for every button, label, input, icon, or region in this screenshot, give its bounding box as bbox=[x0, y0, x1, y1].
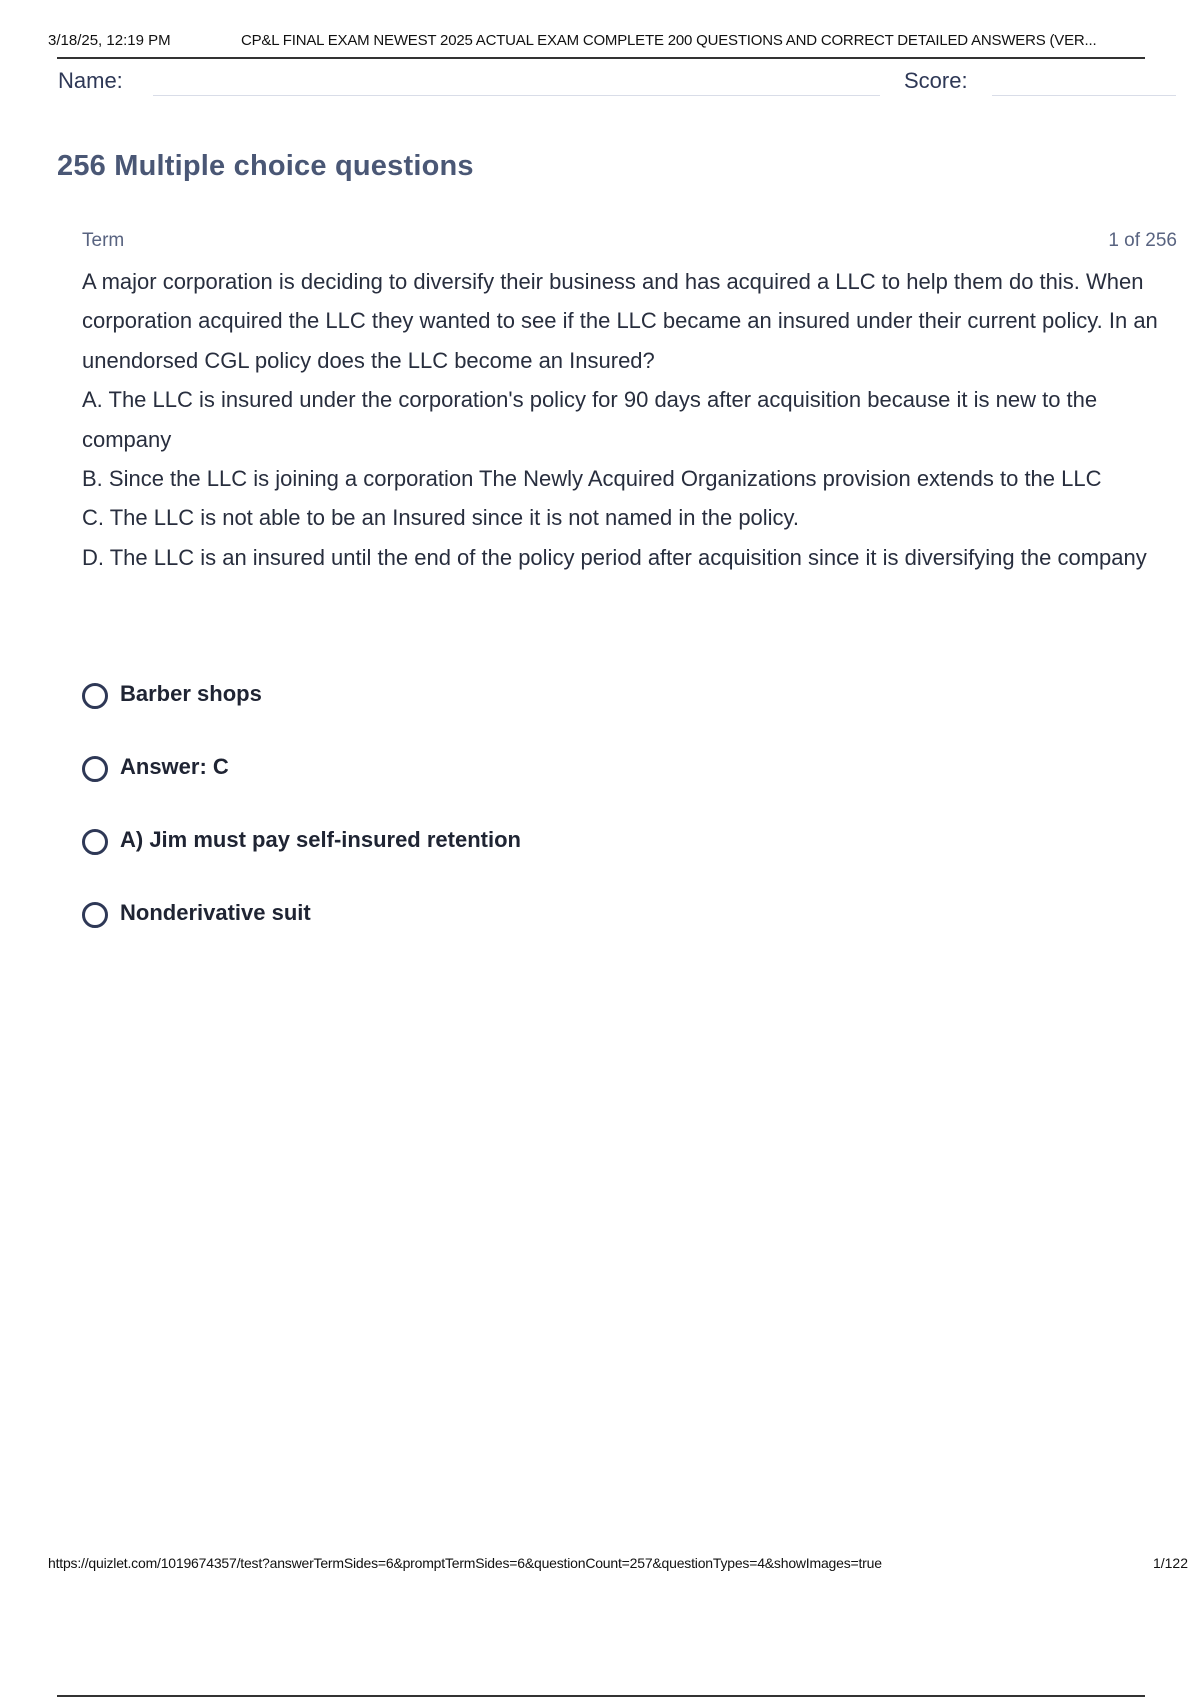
choice-d: D. The LLC is an insured until the end of the policy period after acquisition since it is diversifying the company bbox=[82, 544, 1147, 570]
print-date: 3/18/25, 12:19 PM bbox=[48, 32, 171, 49]
section-title: 256 Multiple choice questions bbox=[57, 150, 474, 182]
choice-c: C. The LLC is not able to be an Insured since it is not named in the policy. bbox=[82, 505, 800, 531]
print-header bbox=[48, 30, 1188, 52]
name-field-line bbox=[153, 95, 880, 96]
score-field-line bbox=[992, 95, 1176, 96]
bottom-divider bbox=[57, 1695, 1145, 1697]
document-title: CP&L FINAL EXAM NEWEST 2025 ACTUAL EXAM COMPLETE 200 QUESTIONS AND CORRECT DETAILED ANSWERS (VER... bbox=[241, 32, 1097, 49]
answer-option[interactable] bbox=[82, 824, 982, 897]
radio-button-icon[interactable] bbox=[82, 756, 108, 782]
choice-b: B. Since the LLC is joining a corporation The Newly Acquired Organizations provision extends to the LLC bbox=[82, 466, 1102, 492]
question-counter: 1 of 256 bbox=[1108, 230, 1177, 251]
page-url: https://quizlet.com/1019674357/test?answerTermSides=6&promptTermSides=6&questionCount=257&questionTypes=4&showImages=true bbox=[48, 1555, 882, 1571]
score-label: Score: bbox=[904, 68, 968, 93]
answer-options bbox=[82, 678, 982, 970]
answer-option[interactable] bbox=[82, 678, 982, 751]
page-number: 1/122 bbox=[1152, 1555, 1188, 1571]
radio-button-icon[interactable] bbox=[82, 902, 108, 928]
radio-button-icon[interactable] bbox=[82, 683, 108, 709]
radio-button-icon[interactable] bbox=[82, 829, 108, 855]
choice-a: A. The LLC is insured under the corporation's policy for 90 days after acquisition because it is new to the company bbox=[82, 387, 1098, 452]
name-score-row bbox=[58, 64, 1180, 100]
question-body bbox=[82, 262, 1162, 577]
option-label: Answer: C bbox=[120, 754, 229, 779]
print-footer bbox=[48, 1553, 1188, 1575]
term-label: Term bbox=[82, 230, 125, 251]
answer-option[interactable] bbox=[82, 897, 982, 970]
answer-option[interactable] bbox=[82, 751, 982, 824]
option-label: A) Jim must pay self-insured retention bbox=[120, 827, 521, 852]
option-label: Barber shops bbox=[120, 681, 262, 706]
header-divider bbox=[57, 57, 1145, 59]
option-label: Nonderivative suit bbox=[120, 900, 311, 925]
name-label: Name: bbox=[58, 68, 123, 93]
question-stem: A major corporation is deciding to diversify their business and has acquired a LLC to help them do this. When corporation acquired the LLC they wanted to see if the LLC became an insured under their current policy. In an unendorsed CGL policy does the LLC become an Insured? bbox=[82, 269, 1158, 373]
